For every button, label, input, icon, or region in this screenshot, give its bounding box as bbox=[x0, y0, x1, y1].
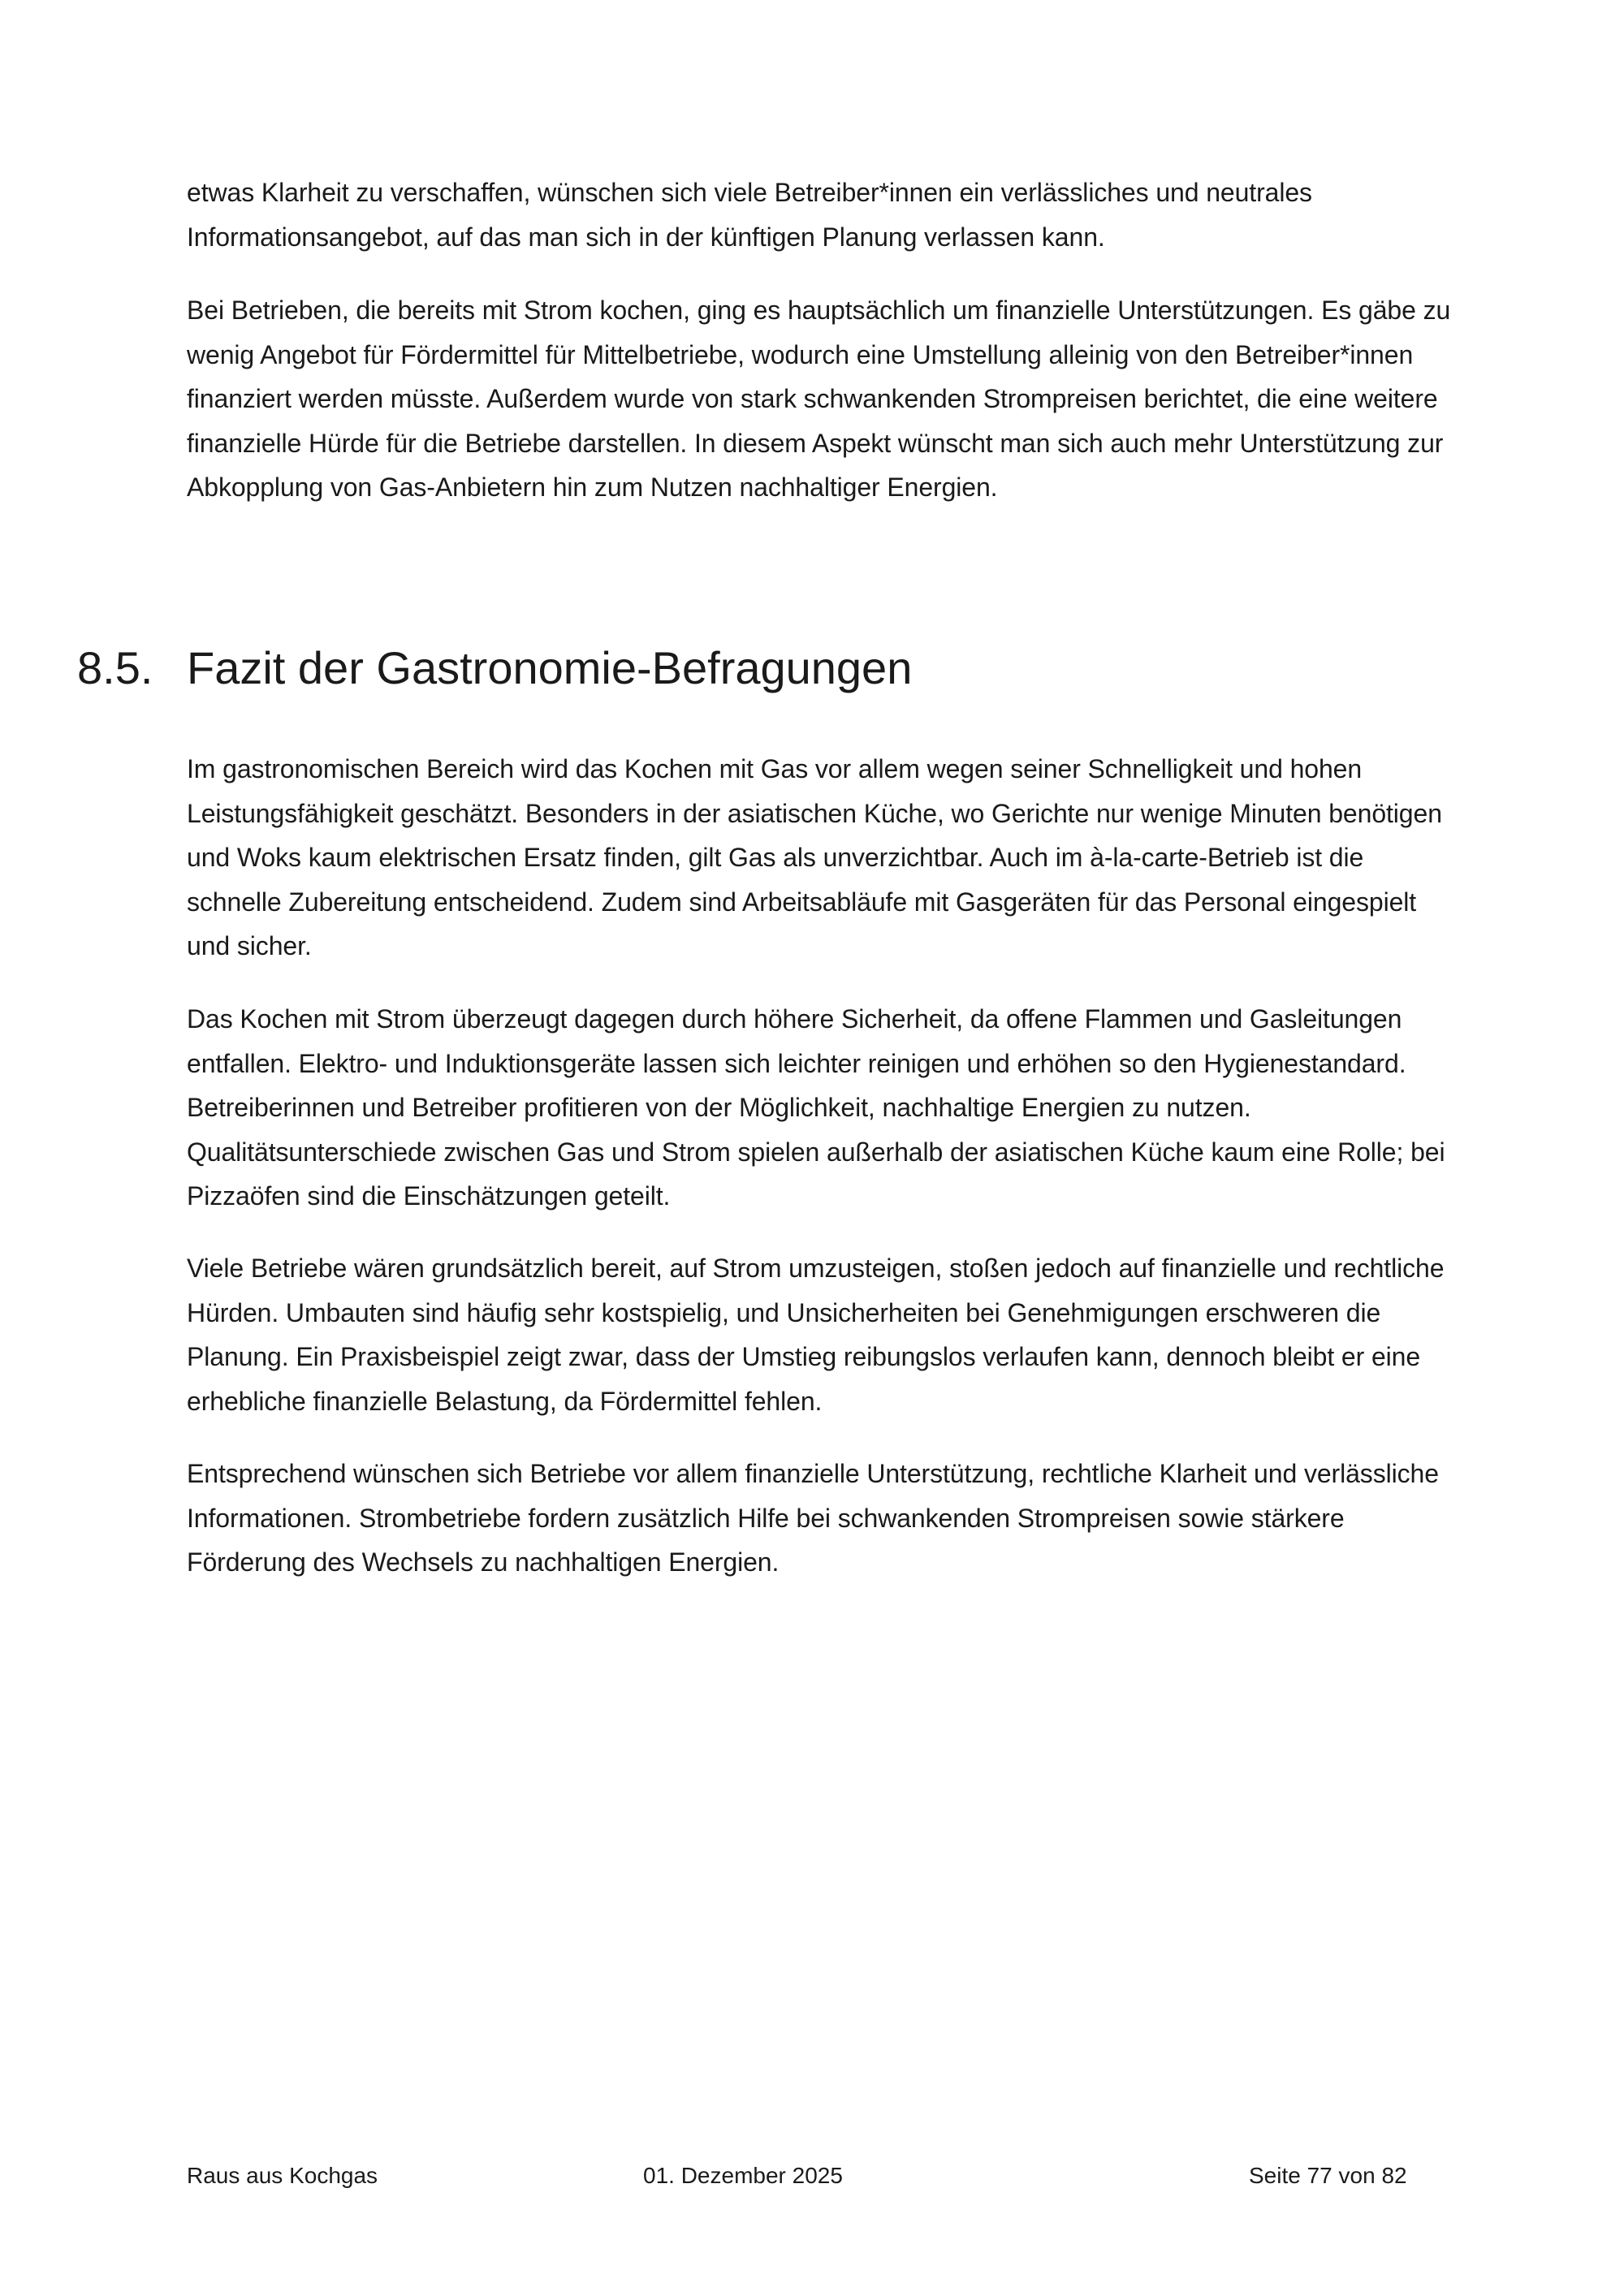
paragraph-huerden: Viele Betriebe wären grundsätzlich bereit, auf Strom umzusteigen, stoßen jedoch auf finanzielle und rechtliche Hürden. Umbauten sind häufig sehr kostspielig, und Unsicherheiten bei Genehmigungen erschweren die Planung. Ein Praxisbeispiel zeigt zwar, dass der Umstieg reibungslos verlaufen kann, dennoch bleibt er eine erhebliche finanzielle Belastung, da Fördermittel fehlen. bbox=[187, 1254, 1445, 1416]
paragraph-strom-betriebe: Bei Betrieben, die bereits mit Strom kochen, ging es hauptsächlich um finanzielle Unterstützungen. Es gäbe zu wenig Angebot für Fördermittel für Mittelbetriebe, wodurch eine Umstellung alleinig von den Betreiber*innen finanziert werden müsste. Außerdem wurde von stark schwankenden Strompreisen berichtet, die eine weitere finanzielle Hürde für die Betriebe darstellen. In diesem Aspekt wünscht man sich auch mehr Unterstützung zur Abkopplung von Gas-Anbietern hin zum Nutzen nachhaltiger Energien. bbox=[187, 296, 1451, 502]
paragraph-strom-vorteile: Das Kochen mit Strom überzeugt dagegen durch höhere Sicherheit, da offene Flammen und Gasleitungen entfallen. Elektro- und Induktionsgeräte lassen sich leichter reinigen und erhöhen so den Hygienestandard. Betreiberinnen und Betreiber profitieren von der Möglichkeit, nachhaltige Energien zu nutzen. Qualitätsunterschiede zwischen Gas und Strom spielen außerhalb der asiatischen Küche kaum eine Rolle; bei Pizzaöfen sind die Einschätzungen geteilt. bbox=[187, 1004, 1445, 1211]
footer-date: 01. Dezember 2025 bbox=[643, 2163, 843, 2188]
paragraph-wuensche: Entsprechend wünschen sich Betriebe vor allem finanzielle Unterstützung, rechtliche Klarheit und verlässliche Informationen. Strombetriebe fordern zusätzlich Hilfe bei schwankenden Strompreisen sowie stärkere Förderung des Wechsels zu nachhaltigen Energien. bbox=[187, 1459, 1439, 1577]
section-heading bbox=[77, 640, 912, 697]
paragraph-intro-continued: etwas Klarheit zu verschaffen, wünschen sich viele Betreiber*innen ein verlässliches und neutrales Informationsangebot, auf das man sich in der künftigen Planung verlassen kann. bbox=[187, 178, 1312, 252]
section-number: 8.5. bbox=[77, 642, 153, 693]
paragraph-gas-vorteile: Im gastronomischen Bereich wird das Kochen mit Gas vor allem wegen seiner Schnelligkeit und hohen Leistungsfähigkeit geschätzt. Besonders in der asiatischen Küche, wo Gerichte nur wenige Minuten benötigen und Woks kaum elektrischen Ersatz finden, gilt Gas als unverzichtbar. Auch im à-la-carte-Betrieb ist die schnelle Zubereitung entscheidend. Zudem sind Arbeitsabläufe mit Gasgeräten für das Personal eingespielt und sicher. bbox=[187, 754, 1442, 960]
footer-page-number: Seite 77 von 82 bbox=[1249, 2163, 1407, 2188]
section-title: Fazit der Gastronomie-Befragungen bbox=[187, 642, 913, 693]
footer-document-title: Raus aus Kochgas bbox=[187, 2163, 378, 2188]
